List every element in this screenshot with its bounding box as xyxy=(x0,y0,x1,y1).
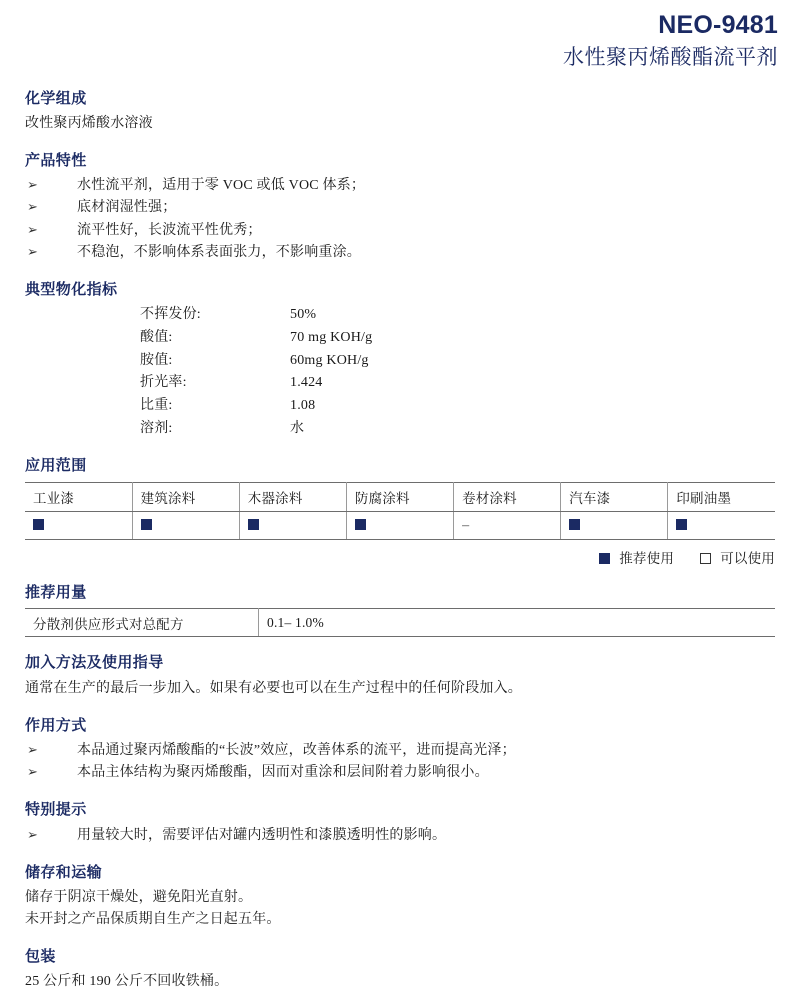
list-item-label: 底材润湿性强； xyxy=(77,200,177,216)
dosage-value: 0.1– 1.0% xyxy=(259,609,776,637)
list-item xyxy=(25,825,775,847)
property-value: 1.424 xyxy=(290,375,323,391)
list-item xyxy=(25,740,775,762)
document-header xyxy=(0,0,800,73)
packaging-text: 25 公斤和 190 公斤不回收铁桶。 xyxy=(25,974,229,990)
list-item-label: 用量较大时，需要评估对罐内透明性和漆膜透明性的影响。 xyxy=(77,827,447,843)
application-cell-anticorrosive xyxy=(346,511,453,539)
arrow-bullet-icon: ➢ xyxy=(27,742,39,758)
property-value: 1.08 xyxy=(290,398,316,413)
mechanism-list xyxy=(25,740,775,784)
column-header: 汽车漆 xyxy=(561,482,668,511)
section-title-composition: 化学组成 xyxy=(25,90,87,107)
property-label: 不挥发份: xyxy=(140,307,201,323)
section-title-packaging: 包装 xyxy=(25,948,56,965)
recommended-mark-icon xyxy=(141,519,152,530)
list-item xyxy=(25,220,775,242)
property-row xyxy=(140,372,775,395)
list-item xyxy=(25,175,775,197)
recommended-mark-icon xyxy=(676,519,687,530)
legend-item-recommended xyxy=(599,551,678,566)
applications-legend xyxy=(25,547,775,567)
section-title-properties: 典型物化指标 xyxy=(25,281,118,298)
list-item-label: 本品主体结构为聚丙烯酸酯，因而对重涂和层间附着力影响很小。 xyxy=(77,765,489,781)
notice-list xyxy=(25,825,775,847)
legend-label: 推荐使用 xyxy=(619,550,675,566)
property-row xyxy=(140,395,775,418)
application-cell-printing-ink xyxy=(668,511,775,539)
property-label: 酸值: xyxy=(140,329,173,345)
addition-text: 通常在生产的最后一步加入。如果有必要也可以在生产过程中的任何阶段加入。 xyxy=(25,680,522,696)
composition-text: 改性聚丙烯酸水溶液 xyxy=(25,116,153,132)
list-item-label: 本品通过聚丙烯酸酯的“长波”效应，改善体系的流平，进而提高光泽； xyxy=(77,743,516,759)
property-row xyxy=(140,350,775,373)
not-applicable-dash-icon: – xyxy=(462,518,470,534)
recommended-mark-icon xyxy=(33,519,44,530)
property-label: 比重: xyxy=(140,398,173,413)
table-row xyxy=(25,511,775,539)
section-title-notice: 特别提示 xyxy=(25,802,87,819)
properties-list xyxy=(140,304,775,440)
application-cell-industrial xyxy=(25,511,132,539)
legend-label: 可以使用 xyxy=(720,550,775,566)
property-row xyxy=(140,304,775,327)
arrow-bullet-icon: ➢ xyxy=(27,764,39,780)
application-cell-architectural xyxy=(132,511,239,539)
property-value: 50% xyxy=(290,307,317,323)
property-value: 60mg KOH/g xyxy=(290,352,369,368)
list-item xyxy=(25,197,775,219)
table-row xyxy=(25,609,775,637)
property-label: 溶剂: xyxy=(140,420,173,436)
arrow-bullet-icon: ➢ xyxy=(27,199,39,215)
column-header: 木器涂料 xyxy=(239,482,346,511)
arrow-bullet-icon: ➢ xyxy=(27,243,39,259)
column-header: 建筑涂料 xyxy=(132,482,239,511)
arrow-bullet-icon: ➢ xyxy=(27,221,39,237)
section-title-applications: 应用范围 xyxy=(25,458,87,475)
column-header: 防腐涂料 xyxy=(346,482,453,511)
storage-line-1: 储存于阴凉干燥处，避免阳光直射。 xyxy=(25,890,253,906)
list-item-label: 水性流平剂，适用于零 VOC 或低 VOC 体系； xyxy=(77,178,366,194)
list-item xyxy=(25,242,775,264)
property-label: 折光率: xyxy=(140,375,187,391)
dosage-label: 分散剂供应形式对总配方 xyxy=(25,609,259,637)
section-title-mechanism: 作用方式 xyxy=(25,717,87,734)
property-row xyxy=(140,418,775,441)
column-header: 印刷油墨 xyxy=(668,482,775,511)
application-cell-automotive xyxy=(561,511,668,539)
storage-line-2: 未开封之产品保质期自生产之日起五年。 xyxy=(25,912,281,928)
application-cell-coil xyxy=(454,511,561,539)
product-code: NEO-9481 xyxy=(658,11,778,39)
recommended-mark-icon xyxy=(599,553,610,564)
features-list xyxy=(25,175,775,263)
arrow-bullet-icon: ➢ xyxy=(27,177,39,193)
arrow-bullet-icon: ➢ xyxy=(27,826,39,842)
section-title-addition: 加入方法及使用指导 xyxy=(25,655,164,672)
applications-table xyxy=(25,482,775,540)
usable-mark-icon xyxy=(700,553,711,564)
property-value: 70 mg KOH/g xyxy=(290,329,373,345)
recommended-mark-icon xyxy=(355,519,366,530)
property-label: 胺值: xyxy=(140,352,173,368)
document-body xyxy=(0,90,800,993)
table-header-row xyxy=(25,482,775,511)
list-item-label: 流平性好，长波流平性优秀； xyxy=(77,222,262,238)
section-title-dosage: 推荐用量 xyxy=(25,584,87,601)
column-header: 工业漆 xyxy=(25,482,132,511)
property-row xyxy=(140,327,775,350)
recommended-mark-icon xyxy=(248,519,259,530)
list-item xyxy=(25,762,775,784)
column-header: 卷材涂料 xyxy=(454,482,561,511)
property-value: 水 xyxy=(290,420,305,436)
application-cell-wood xyxy=(239,511,346,539)
section-title-storage: 储存和运输 xyxy=(25,864,103,881)
list-item-label: 不稳泡，不影响体系表面张力，不影响重涂。 xyxy=(77,244,361,260)
recommended-mark-icon xyxy=(569,519,580,530)
section-title-features: 产品特性 xyxy=(25,152,87,169)
legend-item-usable xyxy=(700,551,775,566)
product-subtitle: 水性聚丙烯酸酯流平剂 xyxy=(563,45,778,70)
dosage-table xyxy=(25,608,775,637)
